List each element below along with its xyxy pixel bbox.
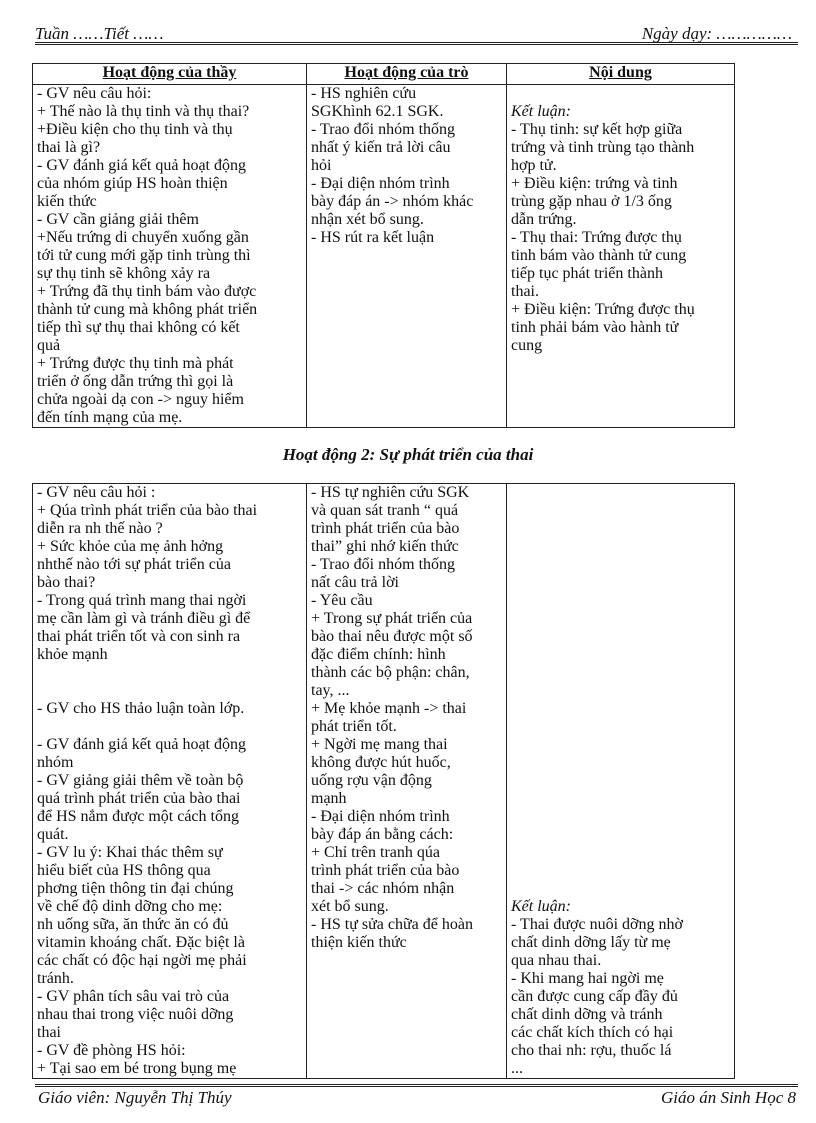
text-line: đặc điểm chính: hình — [311, 646, 446, 663]
text-line: các chất kích thích có hại — [511, 1024, 674, 1041]
text-line: - HS tự nghiên cứu SGK — [311, 484, 470, 501]
text-line: nhau thai trong việc nuôi dỡng — [37, 1006, 234, 1023]
page-header — [35, 26, 798, 45]
teacher-activity-cell — [33, 484, 307, 1079]
text-line: - Khi mang hai ngời mẹ — [511, 970, 664, 987]
text-line: - GV đề phòng HS hỏi: — [37, 1042, 186, 1059]
student-activity-cell — [307, 484, 507, 1079]
text-line: trứng và tinh trùng tạo thành — [511, 139, 695, 156]
text-line: tinh bám vào thành tử cung — [511, 247, 687, 264]
teacher-activity-header: Hoạt động của thầy — [33, 64, 307, 85]
text-line: trình phát triển của bào — [311, 520, 460, 537]
activity-1-table — [32, 63, 735, 428]
text-line: tới tử cung mới gặp tinh trùng thì — [37, 247, 251, 264]
conclusion-title: Kết luận: — [511, 103, 571, 120]
text-line: đến tính mạng của mẹ. — [37, 409, 183, 426]
text-line: - Trao đổi nhóm thống — [311, 121, 456, 138]
text-line: để HS nắm được một cách tổng — [37, 808, 239, 825]
text-line: bày đáp án -> nhóm khác — [311, 193, 474, 210]
activity-2-table — [32, 483, 735, 1079]
content-header: Nội dung — [507, 64, 735, 85]
text-line: + Ngời mẹ mang thai — [311, 736, 448, 753]
text-line: - GV cần giảng giải thêm — [37, 211, 199, 228]
text-line: - Trao đổi nhóm thống — [311, 556, 456, 573]
text-line: - Thụ tinh: sự kết hợp giữa — [511, 121, 683, 138]
page-footer — [35, 1084, 798, 1107]
text-line: - Thụ thai: Trứng được thụ — [511, 229, 682, 246]
text-line: cần được cung cấp đầy đủ — [511, 988, 678, 1005]
text-line: + Sức khỏe của mẹ ảnh hởng — [37, 538, 224, 555]
text-line: + Thế nào là thụ tinh và thụ thai? — [37, 103, 250, 120]
text-line: thai — [37, 1024, 61, 1041]
text-line: khỏe mạnh — [37, 646, 108, 663]
text-line: +Điều kiện cho thụ tinh và thụ — [37, 121, 233, 138]
text-line: - Đại diện nhóm trình — [311, 808, 450, 825]
section-title: Hoạt động 2: Sự phát triển của thai — [282, 445, 534, 464]
text-line: cung — [511, 337, 543, 354]
text-line: bày đáp án bằng cách: — [311, 826, 454, 843]
text-line: - GV phân tích sâu vai trò của — [37, 988, 230, 1005]
text-line: quát. — [37, 826, 69, 843]
text-line: cho thai nh: rợu, thuốc lá — [511, 1042, 672, 1059]
text-line: chất dinh dỡng và tránh — [511, 1006, 663, 1023]
text-line: xét bổ sung. — [311, 898, 389, 915]
text-line: - GV cho HS thảo luận toàn lớp. — [37, 700, 245, 717]
text-line: uống rợu vận động — [311, 772, 432, 789]
text-line: + Mẹ khỏe mạnh -> thai — [311, 700, 467, 717]
text-line: quả — [37, 337, 61, 354]
text-line: + Trong sự phát triển của — [311, 610, 473, 627]
text-line: thai” ghi nhớ kiến thức — [311, 538, 459, 555]
text-line: SGKhình 62.1 SGK. — [311, 103, 444, 120]
text-line: thành các bộ phận: chân, — [311, 664, 470, 681]
text-line: - Đại diện nhóm trình — [311, 175, 450, 192]
text-line: + Chỉ trên tranh qúa — [311, 844, 440, 861]
text-line: về chế độ dinh dỡng cho mẹ: — [37, 898, 223, 915]
text-line: hợp tử. — [511, 157, 557, 174]
text-line: các chất có độc hại ngời mẹ phải — [37, 952, 247, 969]
text-line: của nhóm giúp HS hoàn thiện — [37, 175, 228, 192]
content-cell — [507, 484, 735, 1079]
text-line: + Điều kiện: Trứng được thụ — [511, 301, 695, 318]
text-line: trình phát triển của bào — [311, 862, 460, 879]
teacher-activity-cell — [33, 85, 307, 428]
header-teaching-date: Ngày dạy: …………… — [641, 24, 792, 43]
text-line: thai. — [511, 283, 539, 300]
text-line: không được hút huốc, — [311, 754, 451, 771]
text-line: + Trứng đã thụ tinh bám vào được — [37, 283, 257, 300]
text-line: qua nhau thai. — [511, 952, 602, 969]
text-line: tiếp thì sự thụ thai không có kết — [37, 319, 240, 336]
text-line: triển ở ống dẫn trứng thì gọi là — [37, 373, 234, 390]
text-line — [37, 718, 306, 736]
text-line — [37, 664, 306, 682]
text-line: - GV nêu câu hỏi : — [37, 484, 156, 501]
text-line: thai -> các nhóm nhận — [311, 880, 455, 897]
footer-teacher-name: Giáo viên: Nguyễn Thị Thúy — [38, 1088, 232, 1107]
text-line: - Trong quá trình mang thai ngời — [37, 592, 247, 609]
text-line: - HS tự sửa chữa để hoàn — [311, 916, 473, 933]
text-line: + Tại sao em bé trong bụng mẹ — [37, 1060, 237, 1077]
text-line: và quan sát tranh “ quá — [311, 502, 459, 519]
text-line: - HS rút ra kết luận — [311, 229, 435, 246]
text-line: kiến thức — [37, 193, 97, 210]
text-line: sự thụ tinh sẽ không xảy ra — [37, 265, 211, 282]
text-line: nhất ý kiến trả lời câu — [311, 139, 451, 156]
text-line: bào thai? — [37, 574, 96, 591]
text-line: tránh. — [37, 970, 74, 987]
text-line: nhóm — [37, 754, 74, 771]
text-line: + Trứng được thụ tinh mà phát — [37, 355, 234, 372]
text-line: - GV đánh giá kết quả hoạt động — [37, 157, 246, 174]
text-line: thai phát triển tốt và con sinh ra — [37, 628, 241, 645]
text-line: - GV nêu câu hỏi: — [37, 85, 152, 102]
text-line: - GV giảng giải thêm về toàn bộ — [37, 772, 244, 789]
text-line: - Yêu cầu — [311, 592, 373, 609]
text-line: ... — [511, 1060, 523, 1077]
text-line: hỏi — [311, 157, 332, 174]
text-line: trùng gặp nhau ở 1/3 ống — [511, 193, 672, 210]
student-activity-header: Hoạt động của trò — [307, 64, 507, 85]
text-line: tinh phải bám vào hành tử — [511, 319, 679, 336]
text-line: dẫn trứng. — [511, 211, 577, 228]
text-line: nhthế nào tới sự phát triển của — [37, 556, 231, 573]
text-line: nất câu trả lời — [311, 574, 399, 591]
text-line: - GV đánh giá kết quả hoạt động — [37, 736, 246, 753]
text-line: phơng tiện thông tin đại chúng — [37, 880, 234, 897]
text-line: quá trình phát triển của bào thai — [37, 790, 241, 807]
text-line: tiếp tục phát triển thành — [511, 265, 663, 282]
text-line: mẹ cần làm gì và tránh điều gì để — [37, 610, 251, 627]
text-line: - HS nghiên cứu — [311, 85, 417, 102]
text-line: + Qúa trình phát triển của bào thai — [37, 502, 258, 519]
conclusion-lines — [511, 121, 734, 355]
text-line: phát triển tốt. — [311, 718, 397, 735]
text-line — [37, 682, 306, 700]
text-line: vitamin khoáng chất. Đặc biệt là — [37, 934, 245, 951]
student-activity-cell — [307, 85, 507, 428]
text-line: diễn ra nh thế nào ? — [37, 520, 163, 537]
text-line: nh uống sữa, ăn thức ăn có đủ — [37, 916, 229, 933]
text-line: thiện kiến thức — [311, 934, 407, 951]
text-line: mạnh — [311, 790, 347, 807]
text-line: hiểu biết của HS thông qua — [37, 862, 211, 879]
text-line: bào thai nêu được một số — [311, 628, 473, 645]
conclusion-lines — [511, 916, 734, 1078]
text-line: +Nếu trứng di chuyển xuống gần — [37, 229, 249, 246]
text-line: thai là gì? — [37, 139, 101, 156]
text-line: chất dinh dỡng lấy từ mẹ — [511, 934, 671, 951]
text-line: - Thai được nuôi dỡng nhờ — [511, 916, 683, 933]
text-line: thành tử cung mà không phát triển — [37, 301, 258, 318]
text-line: + Điều kiện: trứng và tinh — [511, 175, 678, 192]
content-cell — [507, 85, 735, 428]
text-line: - GV lu ý: Khai thác thêm sự — [37, 844, 223, 861]
text-line: tay, ... — [311, 682, 350, 699]
text-line: chửa ngoài dạ con -> nguy hiểm — [37, 391, 244, 408]
text-line: nhận xét bổ sung. — [311, 211, 424, 228]
header-week-lesson: Tuần ……Tiết …… — [35, 24, 164, 43]
footer-subject: Giáo án Sinh Học 8 — [660, 1088, 796, 1107]
conclusion-title: Kết luận: — [511, 898, 571, 915]
